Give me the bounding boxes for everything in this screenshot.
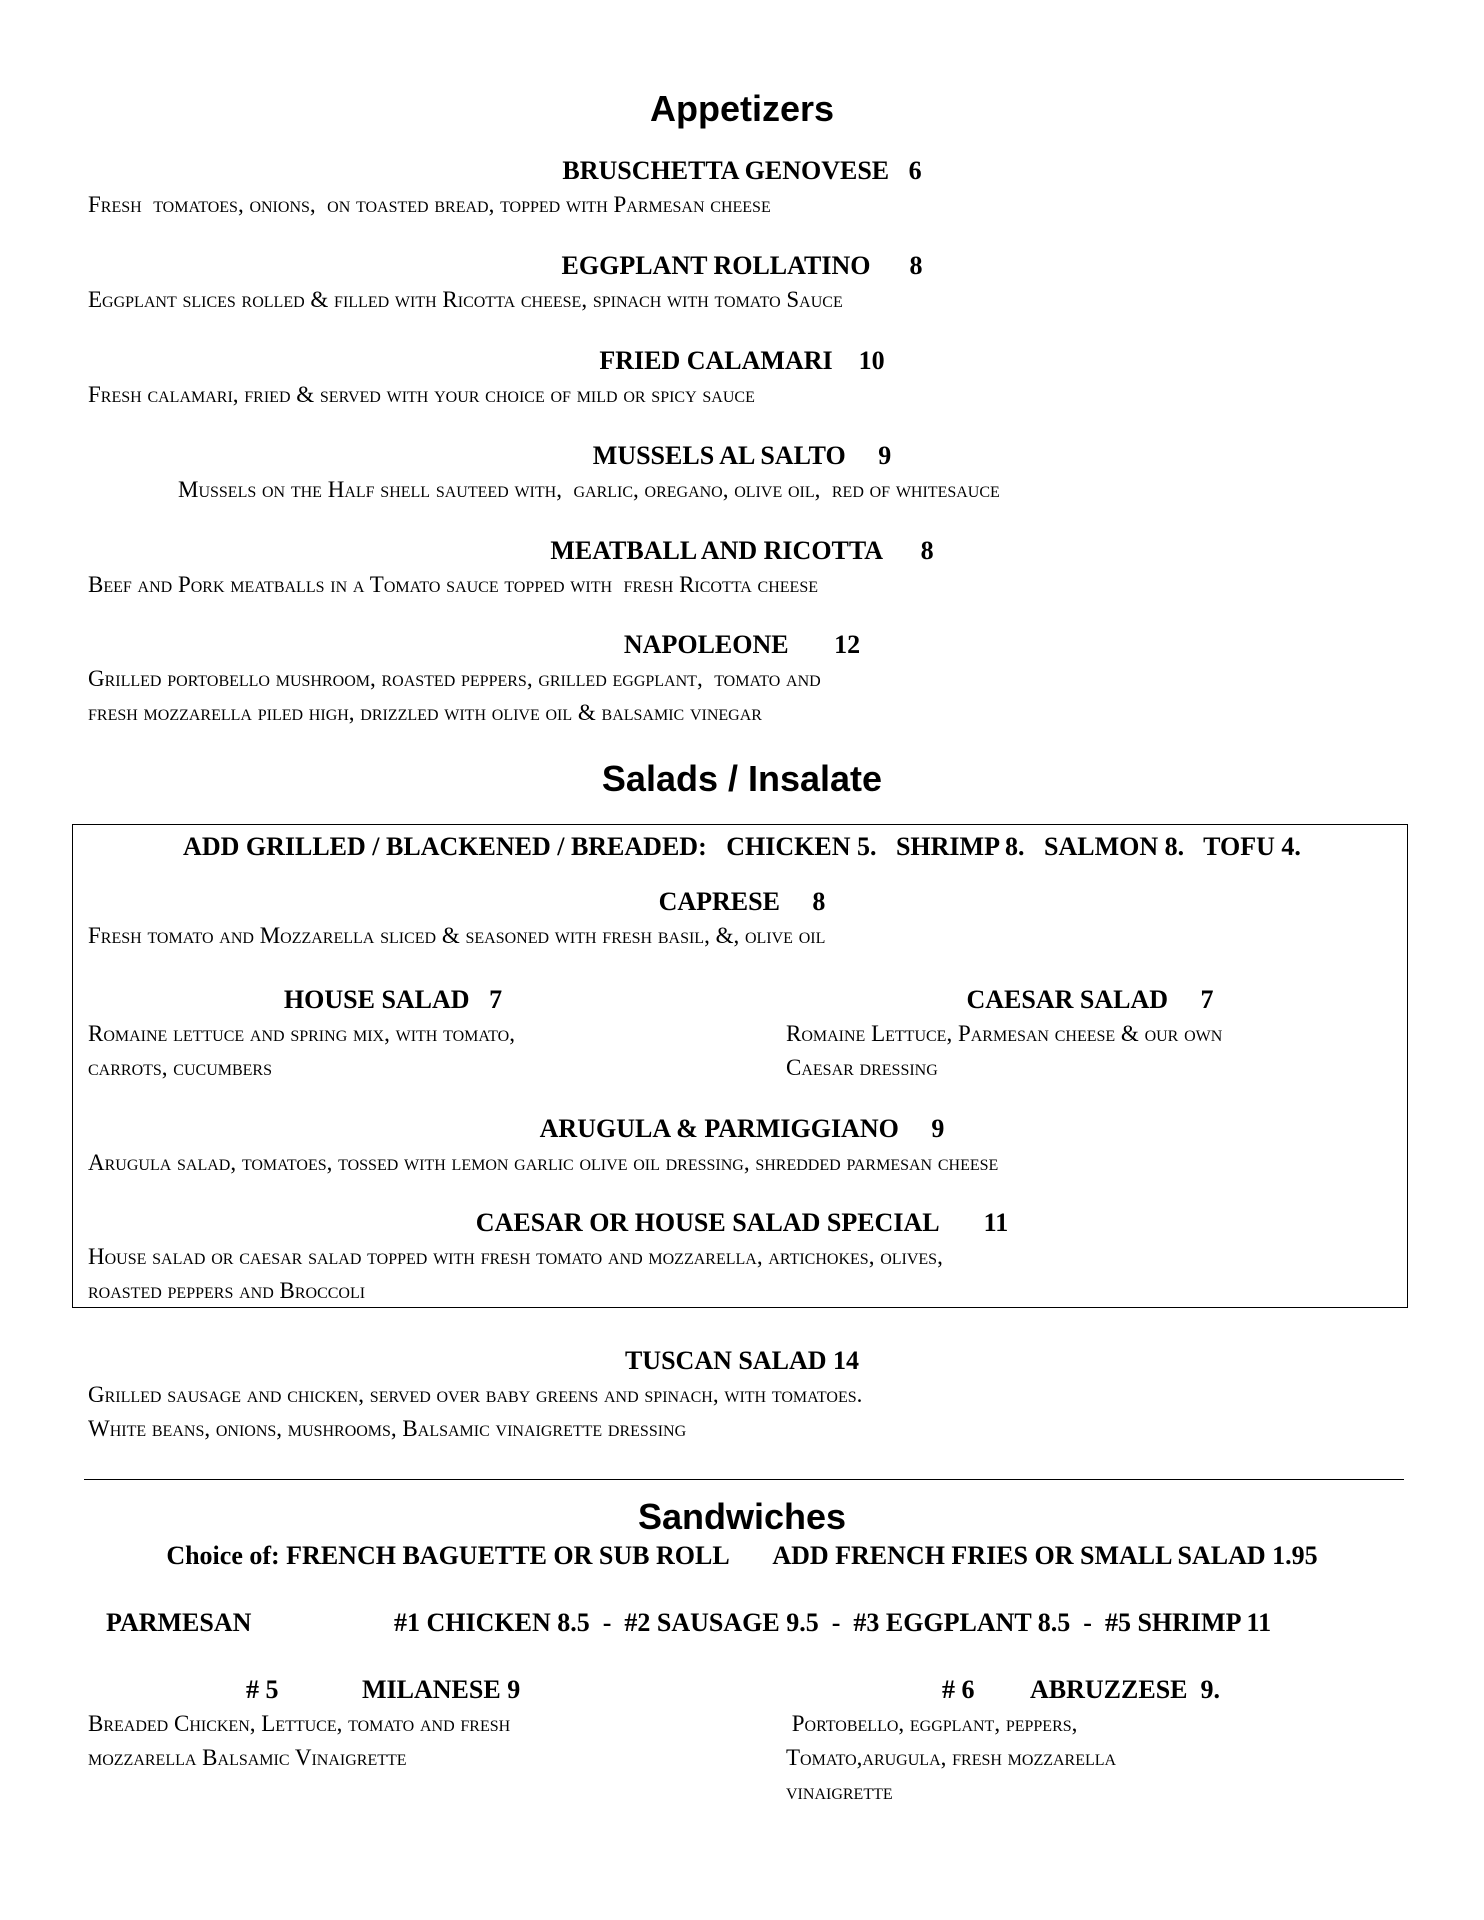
salad-description: Grilled sausage and chicken, served over baby greens and spinach, with tomatoes. White beans, onions, mushrooms, Balsamic vinaigrette dressing [88,1382,863,1441]
salad-description: House salad or caesar salad topped with fresh tomato and mozzarella, artichokes, olives, roasted peppers and Broccoli [88,1244,943,1303]
appetizer-description: Grilled portobello mushroom, roasted peppers, grilled eggplant, tomato and fresh mozzarella piled high, drizzled with olive oil & balsamic vinegar [88,666,821,725]
salad-description: Romaine Lettuce, Parmesan cheese & our own Caesar dressing [786,1021,1223,1080]
appetizer-title: BRUSCHETTA GENOVESE 6 [562,156,922,185]
appetizer-title: NAPOLEONE 12 [623,630,861,659]
section-divider [84,1479,1404,1480]
sandwich-number: # 6 [942,1675,975,1704]
sandwiches-heading: Sandwiches [637,1496,847,1537]
appetizer-title: MUSSELS AL SALTO 9 [592,441,892,470]
salad-description: Arugula salad, tomatoes, tossed with lemon garlic olive oil dressing, shredded parmesan cheese [88,1150,999,1175]
salad-description: Romaine lettuce and spring mix, with tomato, carrots, cucumbers [88,1021,515,1080]
appetizer-title: EGGPLANT ROLLATINO 8 [561,251,923,280]
appetizers-heading: Appetizers [649,88,835,129]
appetizer-title: FRIED CALAMARI 10 [599,346,885,375]
appetizer-description: Mussels on the Half shell sauteed with, garlic, oregano, olive oil, red of whitesauce [178,477,1000,502]
sandwich-description: Portobello, eggplant, peppers, Tomato,arugula, fresh mozzarella vinaigrette [786,1711,1117,1804]
salad-description: Fresh tomato and Mozzarella sliced & seasoned with fresh basil, &, olive oil [88,923,826,948]
salads-heading: Salads / Insalate [601,758,883,799]
appetizer-description: Fresh tomatoes, onions, on toasted bread, topped with Parmesan cheese [88,192,771,217]
sandwich-title: ABRUZZESE 9. [1030,1675,1220,1704]
sandwich-title: MILANESE 9 [362,1675,521,1704]
sandwich-description: Breaded Chicken, Lettuce, tomato and fresh mozzarella Balsamic Vinaigrette [88,1711,511,1770]
salad-title: HOUSE SALAD 7 [283,985,503,1014]
salad-add-protein-line: ADD GRILLED / BLACKENED / BREADED: CHICKEN 5. SHRIMP 8. SALMON 8. TOFU 4. [183,832,1301,861]
appetizer-description: Fresh calamari, fried & served with your choice of mild or spicy sauce [88,382,755,407]
salad-title: CAPRESE 8 [658,887,826,916]
salad-title: TUSCAN SALAD 14 [624,1346,860,1375]
parmesan-label: PARMESAN [106,1608,252,1637]
appetizer-title: MEATBALL AND RICOTTA 8 [550,536,934,565]
salad-title: ARUGULA & PARMIGGIANO 9 [539,1114,945,1143]
sandwich-choice-line: Choice of: FRENCH BAGUETTE OR SUB ROLL ADD FRENCH FRIES OR SMALL SALAD 1.95 [166,1541,1318,1570]
parmesan-options: #1 CHICKEN 8.5 - #2 SAUSAGE 9.5 - #3 EGGPLANT 8.5 - #5 SHRIMP 11 [394,1608,1272,1637]
salad-title: CAESAR SALAD 7 [966,985,1214,1014]
appetizer-description: Beef and Pork meatballs in a Tomato sauce topped with fresh Ricotta cheese [88,572,819,597]
sandwich-number: # 5 [246,1675,279,1704]
appetizer-description: Eggplant slices rolled & filled with Ricotta cheese, spinach with tomato Sauce [88,287,843,312]
salad-title: CAESAR OR HOUSE SALAD SPECIAL 11 [475,1208,1009,1237]
